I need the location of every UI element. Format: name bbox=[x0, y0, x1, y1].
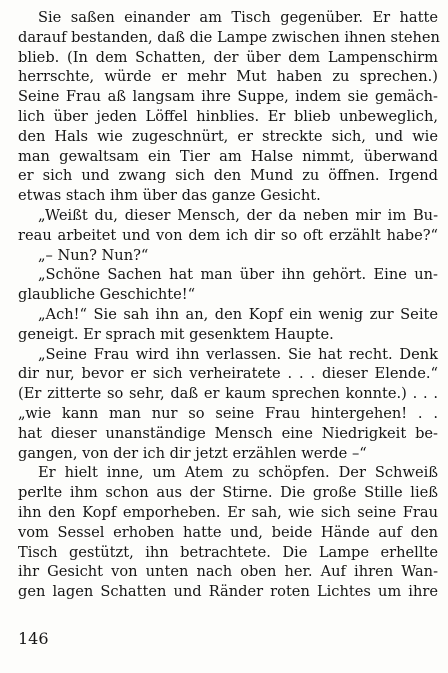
text-line: gen lagen Schatten und Ränder roten Lichtes um ihre bbox=[18, 583, 438, 601]
text-line: man gewaltsam ein Tier am Halse nimmt, überwand bbox=[18, 147, 438, 165]
text-line: Sie saßen einander am Tisch gegenüber. Er hatte bbox=[38, 9, 438, 26]
text-line: gangen, von der ich dir jetzt erzählen werde –“ bbox=[18, 444, 367, 462]
text-line: ihr Gesicht von unten nach oben her. Auf ihren Wan- bbox=[18, 563, 438, 581]
text-line: herrschte, würde er mehr Mut haben zu sprechen.) bbox=[18, 68, 438, 86]
text-line: Er hielt inne, um Atem zu schöpfen. Der Schweiß bbox=[38, 464, 438, 482]
body-text bbox=[18, 8, 438, 602]
text-line: „Ach!“ Sie sah ihn an, den Kopf ein wenig zur Seite bbox=[38, 305, 438, 323]
text-line: blieb. (In dem Schatten, der über dem Lampenschirm bbox=[18, 48, 438, 66]
text-line: „Schöne Sachen hat man über ihn gehört. Eine un- bbox=[38, 266, 438, 284]
text-line: „Weißt du, dieser Mensch, der da neben mir im Bu- bbox=[38, 206, 438, 224]
page-number: 146 bbox=[18, 629, 49, 648]
text-line: ihn den Kopf emporheben. Er sah, wie sich seine Frau bbox=[18, 503, 438, 521]
text-line: Tisch gestützt, ihn betrachtete. Die Lampe erhellte bbox=[18, 543, 438, 561]
text-line: den Hals wie zugeschnürt, er streckte sich, und wie bbox=[18, 127, 438, 145]
text-line: perlte ihm schon aus der Stirne. Die große Stille ließ bbox=[18, 484, 438, 502]
text-line: lich über jeden Löffel hinblies. Er blieb unbeweglich, bbox=[18, 107, 438, 125]
text-line: dir nur, bevor er sich verheiratete . . . dieser Elende.“ bbox=[18, 365, 438, 383]
text-line: Seine Frau aß langsam ihre Suppe, indem sie gemäch- bbox=[18, 88, 438, 106]
text-line: (Er zitterte so sehr, daß er kaum sprechen konnte.) . . . bbox=[18, 385, 438, 403]
text-line: darauf bestanden, daß die Lampe zwischen ihnen stehen bbox=[18, 28, 440, 46]
text-line: etwas stach ihm über das ganze Gesicht. bbox=[18, 187, 321, 205]
text-line: hat dieser unanständige Mensch eine Niedrigkeit be- bbox=[18, 424, 438, 442]
text-line: reau arbeitet und von dem ich dir so oft erzählt habe?“ bbox=[18, 226, 438, 244]
text-line: „– Nun? Nun?“ bbox=[38, 246, 149, 264]
text-line: er sich und zwang sich den Mund zu öffnen. Irgend bbox=[18, 167, 438, 185]
text-line: „Seine Frau wird ihn verlassen. Sie hat recht. Denk bbox=[38, 345, 438, 363]
text-line: geneigt. Er sprach mit gesenktem Haupte. bbox=[18, 325, 334, 343]
text-line: vom Sessel erhoben hatte und, beide Hände auf den bbox=[18, 523, 438, 541]
text-line: „wie kann man nur so seine Frau hintergehen! . . bbox=[18, 404, 438, 422]
text-line: glaubliche Geschichte!“ bbox=[18, 286, 196, 304]
